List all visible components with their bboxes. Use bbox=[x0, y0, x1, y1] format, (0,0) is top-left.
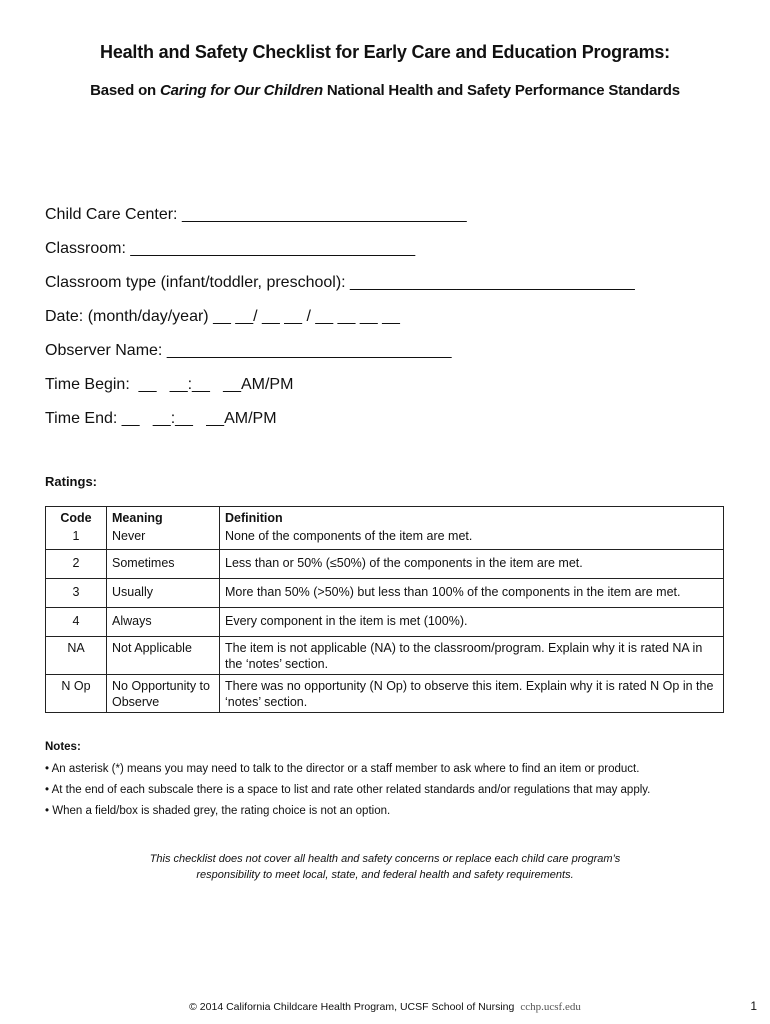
rating-meaning: Never bbox=[107, 526, 220, 550]
note-item: • When a field/box is shaded grey, the rating choice is not an option. bbox=[45, 805, 391, 817]
rating-meaning: Usually bbox=[107, 579, 220, 608]
rating-definition: None of the components of the item are met. bbox=[220, 526, 724, 550]
rating-code: 3 bbox=[46, 579, 107, 608]
subtitle-prefix: Based on bbox=[90, 82, 160, 99]
note-item: • At the end of each subscale there is a space to list and rate other related standards and/or regulations that may apply. bbox=[45, 784, 651, 796]
rating-meaning: No Opportunity to Observe bbox=[107, 675, 220, 713]
document-subtitle bbox=[0, 82, 770, 99]
form-fields bbox=[45, 203, 635, 441]
rating-definition: There was no opportunity (N Op) to observe this item. Explain why it is rated N Op in the ‘notes’ section. bbox=[220, 675, 724, 713]
note-item: • An asterisk (*) means you may need to talk to the director or a staff member to ask where to find an item or product. bbox=[45, 763, 640, 775]
rating-code: 1 bbox=[46, 526, 107, 550]
table-row bbox=[46, 637, 724, 675]
footer-url-link[interactable]: cchp.ucsf.edu bbox=[520, 1001, 581, 1013]
table-row bbox=[46, 608, 724, 637]
document-title: Health and Safety Checklist for Early Care and Education Programs: bbox=[100, 42, 670, 62]
rating-code: N Op bbox=[46, 675, 107, 713]
disclaimer-line-2: responsibility to meet local, state, and federal health and safety requirements. bbox=[196, 869, 574, 881]
field-time-begin[interactable]: Time Begin: __ __:__ __AM/PM bbox=[45, 376, 294, 393]
rating-meaning: Always bbox=[107, 608, 220, 637]
rating-code: NA bbox=[46, 637, 107, 675]
rating-definition: More than 50% (>50%) but less than 100% of the components in the item are met. bbox=[220, 579, 724, 608]
header-definition: Definition bbox=[220, 507, 724, 527]
subtitle-suffix: National Health and Safety Performance Standards bbox=[322, 82, 680, 99]
field-child-care-center[interactable]: Child Care Center: ________________________________ bbox=[45, 206, 467, 223]
table-row bbox=[46, 550, 724, 579]
field-classroom-type[interactable]: Classroom type (infant/toddler, preschool): ________________________________ bbox=[45, 274, 635, 291]
rating-meaning: Not Applicable bbox=[107, 637, 220, 675]
rating-definition: Every component in the item is met (100%). bbox=[220, 608, 724, 637]
field-date[interactable]: Date: (month/day/year) __ __/ __ __ / __ __ __ __ bbox=[45, 308, 400, 325]
footer-copyright: © 2014 California Childcare Health Program, UCSF School of Nursing bbox=[189, 1001, 515, 1013]
rating-definition: The item is not applicable (NA) to the classroom/program. Explain why it is rated NA in the ‘notes’ section. bbox=[220, 637, 724, 675]
ratings-label: Ratings: bbox=[45, 474, 97, 489]
table-header-row bbox=[46, 507, 724, 527]
subtitle-italic: Caring for Our Children bbox=[160, 82, 323, 99]
field-classroom[interactable]: Classroom: ________________________________ bbox=[45, 240, 416, 257]
table-row bbox=[46, 526, 724, 550]
table-row bbox=[46, 579, 724, 608]
header-meaning: Meaning bbox=[107, 507, 220, 527]
table-row bbox=[46, 675, 724, 713]
page-number: 1 bbox=[750, 999, 757, 1013]
header-code: Code bbox=[46, 507, 107, 527]
rating-code: 2 bbox=[46, 550, 107, 579]
field-observer-name[interactable]: Observer Name: ________________________________ bbox=[45, 342, 452, 359]
rating-meaning: Sometimes bbox=[107, 550, 220, 579]
rating-code: 4 bbox=[46, 608, 107, 637]
field-time-end[interactable]: Time End: __ __:__ __AM/PM bbox=[45, 410, 277, 427]
ratings-table bbox=[45, 506, 724, 713]
disclaimer-line-1: This checklist does not cover all health and safety concerns or replace each child care program’s bbox=[149, 853, 621, 865]
footer bbox=[0, 1001, 770, 1013]
notes-list bbox=[45, 761, 650, 824]
notes-label: Notes: bbox=[45, 741, 81, 753]
disclaimer bbox=[0, 851, 770, 883]
rating-definition: Less than or 50% (≤50%) of the components in the item are met. bbox=[220, 550, 724, 579]
